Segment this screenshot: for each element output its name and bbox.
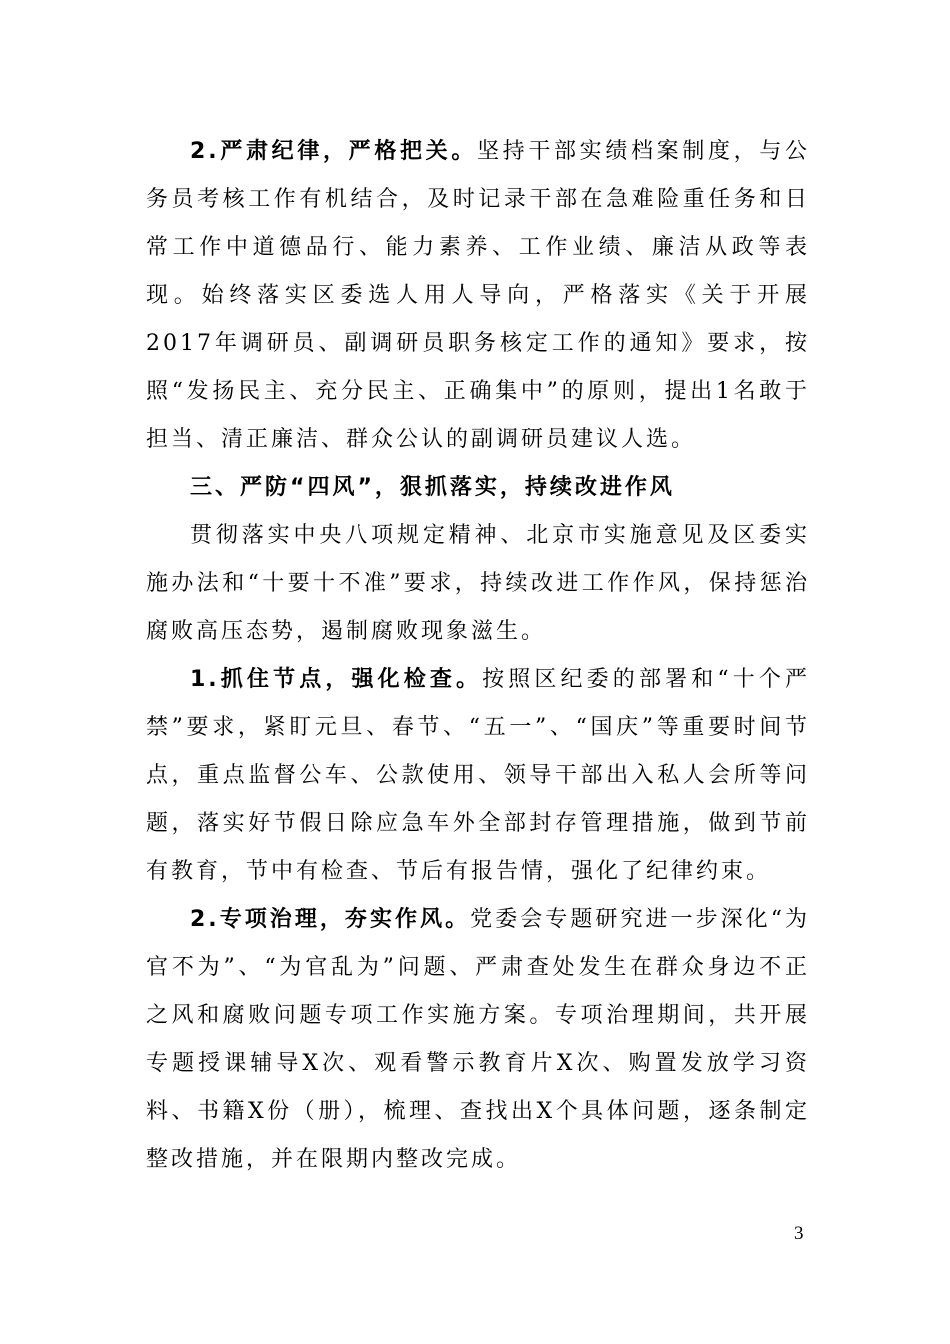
body-text bbox=[146, 128, 810, 1184]
paragraph-text: 坚持干部实绩档案制度，与公务员考核工作有机结合，及时记录干部在急难险重任务和日常工作中道德品行、能力素养、工作业绩、廉洁从政等表现。始终落实区委选人用人导向，严格落实《关于开展2017年调研员、副调研员职务核定工作的通知》要求，按照“发扬民主、充分民主、正确集中”的原则，提出1名敢于担当、清正廉洁、群众公认的副调研员建议人选。 bbox=[146, 139, 810, 452]
page-number: 3 bbox=[794, 1223, 804, 1244]
paragraph-checkpoints bbox=[146, 656, 810, 896]
paragraph-lead: 2.严肃纪律，严格把关。 bbox=[190, 139, 477, 164]
paragraph-text: 党委会专题研究进一步深化“为官不为”、“为官乱为”问题、严肃查处发生在群众身边不正之风和腐败问题专项工作实施方案。专项治理期间，共开展专题授课辅导X次、观看警示教育片X次、购置发放学习资料、书籍X份（册），梳理、查找出X个具体问题，逐条制定整改措施，并在限期内整改完成。 bbox=[146, 907, 811, 1172]
paragraph-discipline bbox=[146, 128, 810, 464]
paragraph-special-governance bbox=[146, 896, 810, 1184]
paragraph-text: 按照区纪委的部署和“十个严禁”要求，紧盯元旦、春节、“五一”、“国庆”等重要时间节点，重点监督公车、公款使用、领导干部出入私人会所等问题，落实好节假日除应急车外全部封存管理措施，做到节前有教育，节中有检查、节后有报告情，强化了纪律约束。 bbox=[146, 667, 810, 884]
paragraph-lead: 1.抓住节点，强化检查。 bbox=[190, 667, 483, 692]
paragraph-intro: 贯彻落实中央八项规定精神、北京市实施意见及区委实施办法和“十要十不准”要求，持续改进工作作风，保持惩治腐败高压态势，遏制腐败现象滋生。 bbox=[146, 523, 810, 644]
section-heading: 三、严防“四风”，狠抓落实，持续改进作风 bbox=[190, 475, 675, 500]
paragraph-lead: 2.专项治理，夯实作风。 bbox=[190, 907, 471, 932]
